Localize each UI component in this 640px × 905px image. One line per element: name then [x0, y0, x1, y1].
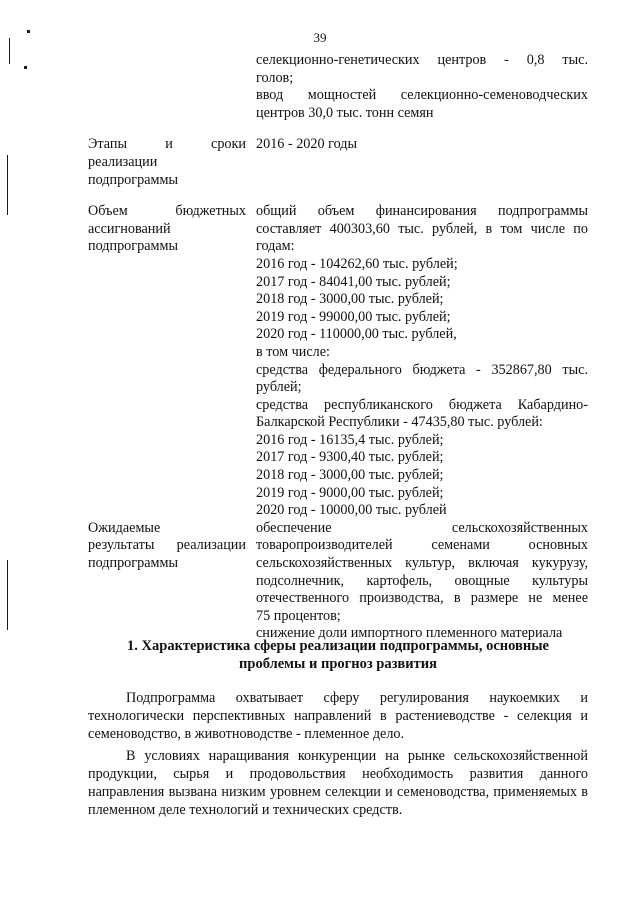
- passport-row-value: [246, 136, 588, 189]
- value-line: ввод мощностей селекционно-семеноводческих: [256, 87, 588, 104]
- passport-row-value: [246, 52, 588, 122]
- value-line: 2017 год - 84041,00 тыс. рублей;: [256, 273, 451, 290]
- section-body: [88, 690, 588, 825]
- label-line: ассигнований: [88, 220, 171, 237]
- passport-row-results: [88, 520, 588, 643]
- value-line: 2020 год - 10000,00 тыс. рублей: [256, 502, 447, 519]
- passport-row-stages: [88, 136, 588, 189]
- label-line: Этапы и сроки: [88, 136, 246, 153]
- value-line: 2018 год - 3000,00 тыс. рублей;: [256, 291, 444, 308]
- label-line: результаты реализации: [88, 537, 246, 554]
- section-heading: [90, 637, 586, 673]
- value-line: обеспечение сельскохозяйственных: [256, 519, 588, 536]
- value-line: рублей;: [256, 379, 302, 396]
- value-line: центров 30,0 тыс. тонн семян: [256, 104, 434, 121]
- scan-mark-dot: [24, 66, 27, 69]
- value-line: годам:: [256, 238, 295, 255]
- paragraph: В условиях наращивания конкуренции на рынке сельскохозяйственной продукции, сырья и продовольствия необходимость развития данного направления вызвана низким уровнем селекции и семеноводства, применяемых в племенном деле технологий и технических средств.: [88, 748, 588, 818]
- label-line: подпрограммы: [88, 238, 178, 255]
- passport-row-label: [88, 203, 246, 520]
- label-line: подпрограммы: [88, 171, 178, 188]
- passport-row-value: [246, 203, 588, 520]
- value-line: 2016 - 2020 годы: [256, 136, 358, 153]
- value-line: 2019 год - 99000,00 тыс. рублей;: [256, 308, 451, 325]
- value-line: составляет 400303,60 тыс. рублей, в том числе по: [256, 220, 588, 237]
- value-line: подсолнечник, картофель, овощные культуры: [256, 572, 588, 589]
- value-line: Балкарской Республики - 47435,80 тыс. рублей:: [256, 414, 543, 431]
- passport-row-label: [88, 520, 246, 643]
- value-line: 2016 год - 104262,60 тыс. рублей;: [256, 255, 458, 272]
- value-line: голов;: [256, 69, 294, 86]
- value-line: 2018 год - 3000,00 тыс. рублей;: [256, 467, 444, 484]
- passport-row-value: [246, 520, 588, 643]
- value-line: сельскохозяйственных культур, включая кукурузу,: [256, 555, 588, 572]
- passport-row-label: [88, 136, 246, 189]
- label-line: Объем бюджетных: [88, 203, 246, 220]
- value-line: в том числе:: [256, 343, 330, 360]
- value-line: селекционно-генетических центров - 0,8 тыс.: [256, 52, 588, 68]
- section-heading-line: 1. Характеристика сферы реализации подпрограммы, основные: [127, 638, 549, 654]
- value-line: 2017 год - 9300,40 тыс. рублей;: [256, 449, 444, 466]
- value-line: общий объем финансирования подпрограммы: [256, 203, 588, 220]
- value-line: 75 процентов;: [256, 607, 341, 624]
- label-line: подпрограммы: [88, 555, 178, 572]
- value-line: 2019 год - 9000,00 тыс. рублей;: [256, 484, 444, 501]
- value-line: отечественного производства, в размере не менее: [256, 590, 588, 607]
- paragraph: Подпрограмма охватывает сферу регулирования наукоемких и технологически перспективных направлений в растениеводстве - селекция и семеноводство, в животноводстве - племенное дело.: [88, 690, 588, 742]
- value-line: средства федерального бюджета - 352867,80 тыс.: [256, 361, 588, 378]
- scan-mark-edge-2: [7, 560, 8, 630]
- passport-row-label: [88, 52, 246, 122]
- value-line: товаропроизводителей семенами основных: [256, 537, 588, 554]
- section-heading-line: проблемы и прогноз развития: [239, 656, 437, 672]
- scan-mark-edge-1: [7, 155, 8, 215]
- value-line: 2016 год - 16135,4 тыс. рублей;: [256, 431, 444, 448]
- passport-row-budget: [88, 203, 588, 520]
- value-line: средства республиканского бюджета Кабардино-: [256, 396, 588, 413]
- passport-row-indicators: [88, 52, 588, 122]
- label-line: реализации: [88, 153, 158, 170]
- label-line: Ожидаемые: [88, 519, 161, 536]
- value-line: снижение доли импортного племенного материала: [256, 625, 563, 642]
- program-passport-table: [88, 52, 588, 643]
- value-line: 2020 год - 110000,00 тыс. рублей,: [256, 326, 457, 343]
- page-number: 39: [313, 30, 327, 45]
